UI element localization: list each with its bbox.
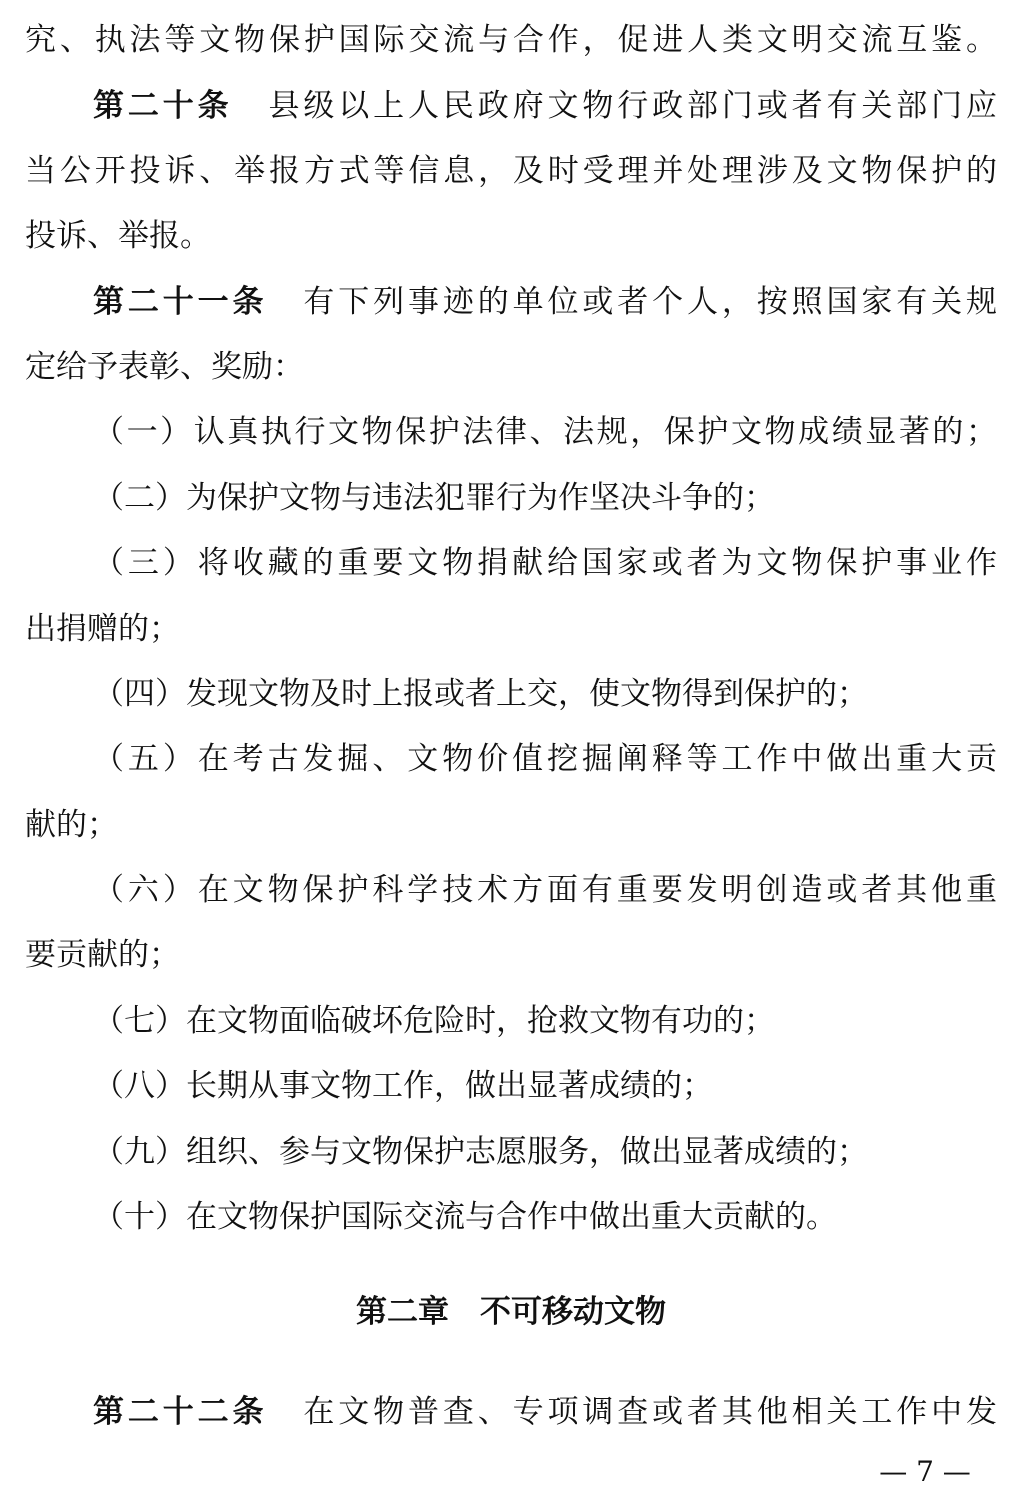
text-line: 当公开投诉、举报方式等信息，及时受理并处理涉及文物保护的 bbox=[25, 153, 997, 189]
list-item: （三）将收藏的重要文物捐献给国家或者为文物保护事业作 bbox=[93, 545, 997, 581]
list-item-continuation: 要贡献的； bbox=[25, 937, 180, 973]
article-20-line-1 bbox=[93, 84, 997, 128]
text-line: 究、执法等文物保护国际交流与合作，促进人类文明交流互鉴。 bbox=[25, 22, 997, 58]
article-heading: 第二十二条 bbox=[93, 1394, 268, 1430]
article-22-line-1 bbox=[93, 1390, 997, 1434]
article-text: 在文物普查、专项调查或者其他相关工作中发 bbox=[303, 1394, 997, 1430]
list-item: （一）认真执行文物保护法律、法规，保护文物成绩显著的； bbox=[93, 414, 997, 450]
list-item: （六）在文物保护科学技术方面有重要发明创造或者其他重 bbox=[93, 872, 997, 908]
text-line: 定给予表彰、奖励： bbox=[25, 349, 304, 385]
list-item: （四）发现文物及时上报或者上交，使文物得到保护的； bbox=[93, 676, 868, 712]
list-item: （八）长期从事文物工作，做出显著成绩的； bbox=[93, 1068, 713, 1104]
article-text: 有下列事迹的单位或者个人，按照国家有关规 bbox=[303, 284, 997, 320]
page-number: — 7 — bbox=[879, 1455, 971, 1488]
list-item-continuation: 献的； bbox=[25, 807, 118, 843]
list-item: （十）在文物保护国际交流与合作中做出重大贡献的。 bbox=[93, 1199, 837, 1235]
list-item-continuation: 出捐赠的； bbox=[25, 611, 180, 647]
text-line: 投诉、举报。 bbox=[25, 218, 211, 254]
list-item: （九）组织、参与文物保护志愿服务，做出显著成绩的； bbox=[93, 1134, 868, 1170]
chapter-title: 第二章 不可移动文物 bbox=[356, 1294, 666, 1330]
list-item: （五）在考古发掘、文物价值挖掘阐释等工作中做出重大贡 bbox=[93, 741, 997, 777]
article-heading: 第二十条 bbox=[93, 88, 233, 124]
list-item: （二）为保护文物与违法犯罪行为作坚决斗争的； bbox=[93, 480, 775, 516]
article-heading: 第二十一条 bbox=[93, 284, 268, 320]
list-item: （七）在文物面临破坏危险时，抢救文物有功的； bbox=[93, 1003, 775, 1039]
article-21-line-1 bbox=[93, 280, 997, 324]
article-text: 县级以上人民政府文物行政部门或者有关部门应 bbox=[268, 88, 997, 124]
